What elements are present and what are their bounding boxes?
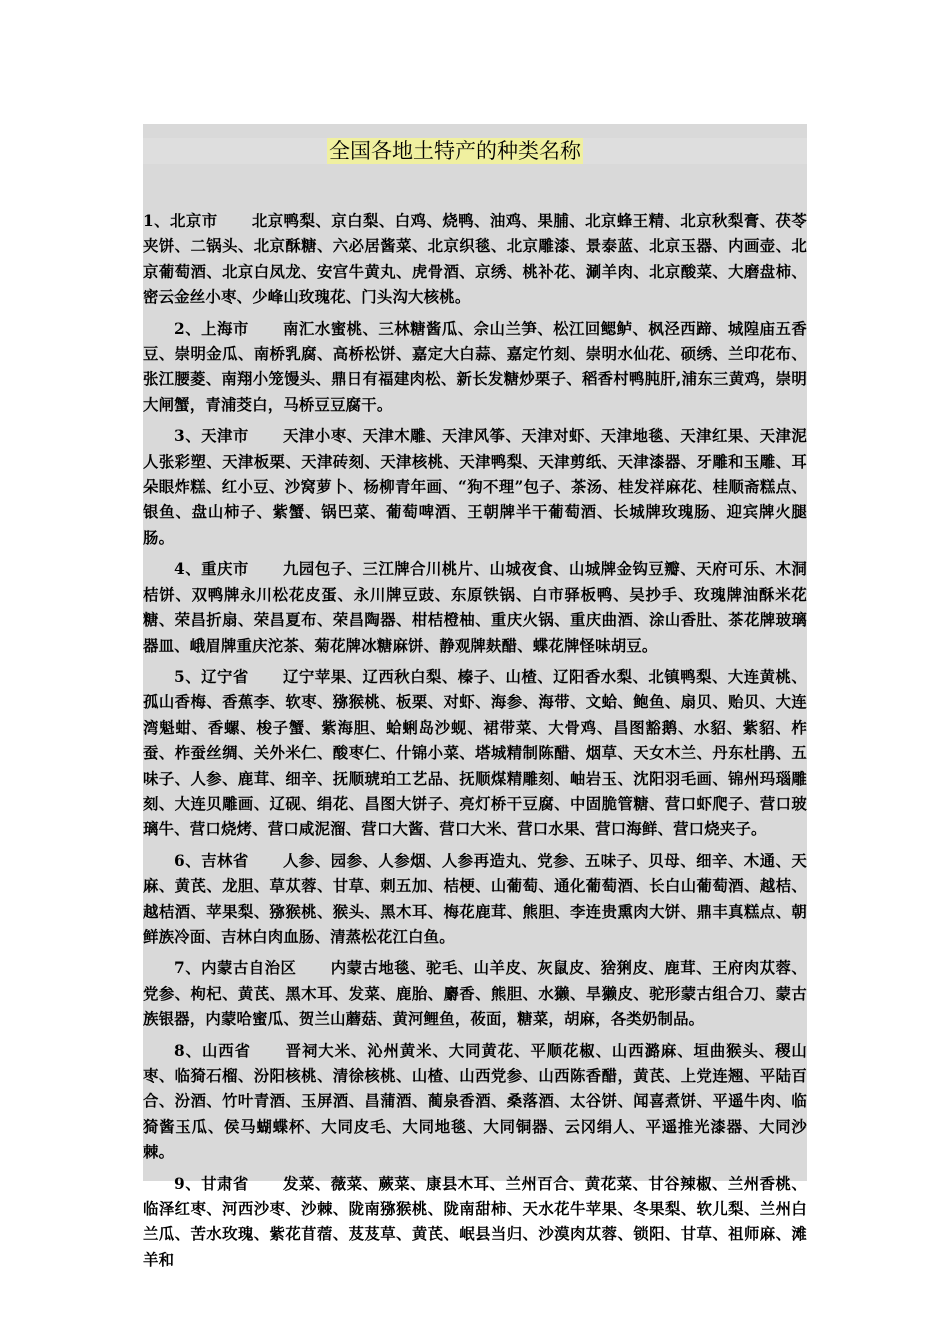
region-products: 内蒙古地毯、驼毛、山羊皮、灰鼠皮、猞猁皮、鹿茸、王府肉苁蓉、党参、枸杞、黄芪、黑木耳、发菜、鹿胎、麝香、熊胆、水獭、旱獭皮、驼形蒙古组合刀、蒙古族银器，内蒙哈蜜瓜、贺兰山蘑菇、黄河鲤鱼，莜面，糖菜，胡麻，各类奶制品。: [143, 959, 807, 1029]
region-products: 人参、园参、人参烟、人参再造丸、党参、五味子、贝母、细辛、木通、天麻、黄芪、龙胆、草苁蓉、甘草、刺五加、桔梗、山葡萄、通化葡萄酒、长白山葡萄酒、越桔、越桔酒、苹果梨、猕猴桃、猴头、黑木耳、梅花鹿茸、熊胆、李连贵熏肉大饼、鼎丰真糕点、朝鲜族冷面、吉林白肉血肠、清蒸松花江白鱼。: [143, 851, 807, 946]
paragraph-shanghai: [143, 317, 807, 419]
document-body: [143, 209, 807, 1279]
title-band: [143, 124, 807, 207]
paragraph-liaoning: [143, 665, 807, 843]
region-products: 辽宁苹果、辽西秋白梨、榛子、山楂、辽阳香水梨、北镇鸭梨、大连黄桃、孤山香梅、香蕉李、软枣、猕猴桃、板栗、对虾、海参、海带、文蛤、鲍鱼、扇贝、贻贝、大连湾魁蚶、香螺、梭子蟹、紫海胆、蛤蜊岛沙蚬、裙带菜、大骨鸡、昌图豁鹅、水貂、紫貂、柞蚕、柞蚕丝绸、关外米仁、酸枣仁、什锦小菜、塔城精制陈醋、烟草、天女木兰、丹东杜鹃、五味子、人参、鹿茸、细辛、抚顺琥珀工艺品、抚顺煤精雕刻、岫岩玉、沈阳羽毛画、锦州玛瑙雕刻、大连贝雕画、辽砚、绢花、昌图大饼子、亮灯桥干豆腐、中固脆管糖、营口虾爬子、营口玻璃牛、营口烧烤、营口咸泥溜、营口大酱、营口大米、营口水果、营口海鲜、营口烧夹子。: [143, 667, 807, 839]
document-page: [143, 124, 807, 1269]
region-label: 5、辽宁省: [174, 667, 249, 686]
region-label: 4、重庆市: [174, 560, 249, 579]
region-label: 9、甘肃省: [174, 1174, 249, 1193]
paragraph-shanxi: [143, 1039, 807, 1166]
region-label: 1、北京市: [143, 212, 218, 230]
region-products: 晋祠大米、沁州黄米、大同黄花、平顺花椒、山西潞麻、垣曲猴头、稷山枣、临猗石榴、汾阳核桃、清徐核桃、山楂、山西党参、山西陈香醋，黄芪、上党连翘、平陆百合、汾酒、竹叶青酒、玉屏酒、昌蒲酒、蔺泉香酒、桑落酒、太谷饼、闻喜煮饼、平遥牛肉、临猗酱玉瓜、侯马蝴蝶杯、大同皮毛、大同地毯、大同铜器、云冈绢人、平遥推光漆器、大同沙棘。: [143, 1041, 807, 1162]
region-label: 8、山西省: [174, 1041, 251, 1060]
region-products: 天津小枣、天津木雕、天津风筝、天津对虾、天津地毯、天津红果、天津泥人张彩塑、天津板栗、天津砖刻、天津核桃、天津鸭梨、天津剪纸、天津漆器、牙雕和玉雕、耳朵眼炸糕、红小豆、沙窝萝卜、杨柳青年画、“狗不理”包子、茶汤、桂发祥麻花、桂顺斋糕点、银鱼、盘山柿子、紫蟹、锅巴菜、葡萄啤酒、王朝牌半干葡萄酒、长城牌玫瑰肠、迎宾牌火腿肠。: [143, 427, 807, 547]
region-products: 南汇水蜜桃、三林糖酱瓜、佘山兰笋、松江回鳃鲈、枫泾西蹄、城隍庙五香豆、崇明金瓜、南桥乳腐、高桥松饼、嘉定大白蒜、嘉定竹刻、崇明水仙花、硕绣、兰印花布、张江腰菱、南翔小笼馒头、鼎日有福建肉松、新长发糖炒栗子、稻香村鸭肫肝,浦东三黄鸡，崇明大闸蟹，青浦茭白，马桥豆豆腐干。: [143, 319, 807, 414]
paragraph-chongqing: [143, 557, 807, 659]
region-label: 2、上海市: [174, 319, 249, 338]
region-label: 6、吉林省: [174, 851, 249, 870]
region-products: 北京鸭梨、京白梨、白鸡、烧鸭、油鸡、果脯、北京蜂王精、北京秋梨膏、茯苓夹饼、二锅头、北京酥糖、六必居酱菜、北京织毯、北京雕漆、景泰蓝、北京玉器、内画壶、北京葡萄酒、北京白凤龙、安宫牛黄丸、虎骨酒、京绣、桃补花、涮羊肉、北京酸菜、大磨盘柿、密云金丝小枣、少峰山玫瑰花、门头沟大核桃。: [143, 212, 807, 307]
paragraph-beijing: [143, 209, 807, 311]
document-title: 全国各地土特产的种类名称: [329, 139, 581, 163]
paragraph-tianjin: [143, 424, 807, 551]
region-products: 九园包子、三江牌合川桃片、山城夜食、山城牌金钩豆瓣、天府可乐、木洞桔饼、双鸭牌永川松花皮蛋、永川牌豆豉、东原铁锅、白市驿板鸭、吴抄手、玫瑰牌油酥米花糖、荣昌折扇、荣昌夏布、荣昌陶器、柑桔橙柚、重庆火锅、重庆曲酒、涂山香肚、茶花牌玻璃器皿、峨眉牌重庆沱茶、菊花牌冰糖麻饼、静观牌麸醋、蝶花牌怪味胡豆。: [143, 560, 807, 655]
paragraph-jilin: [143, 849, 807, 951]
region-label: 3、天津市: [174, 427, 249, 446]
region-label: 7、内蒙古自治区: [174, 959, 297, 978]
paragraph-gansu: [143, 1172, 807, 1274]
region-products: 发菜、薇菜、蕨菜、康县木耳、兰州百合、黄花菜、甘谷辣椒、兰州香桃、临泽红枣、河西沙枣、沙棘、陇南猕猴桃、陇南甜柿、天水花牛苹果、冬果梨、软儿梨、兰州白兰瓜、苦水玫瑰、紫花苜蓿、芨芨草、黄芪、岷县当归、沙漠肉苁蓉、锁阳、甘草、祖师麻、滩羊和: [143, 1174, 807, 1269]
paragraph-neimenggu: [143, 956, 807, 1032]
